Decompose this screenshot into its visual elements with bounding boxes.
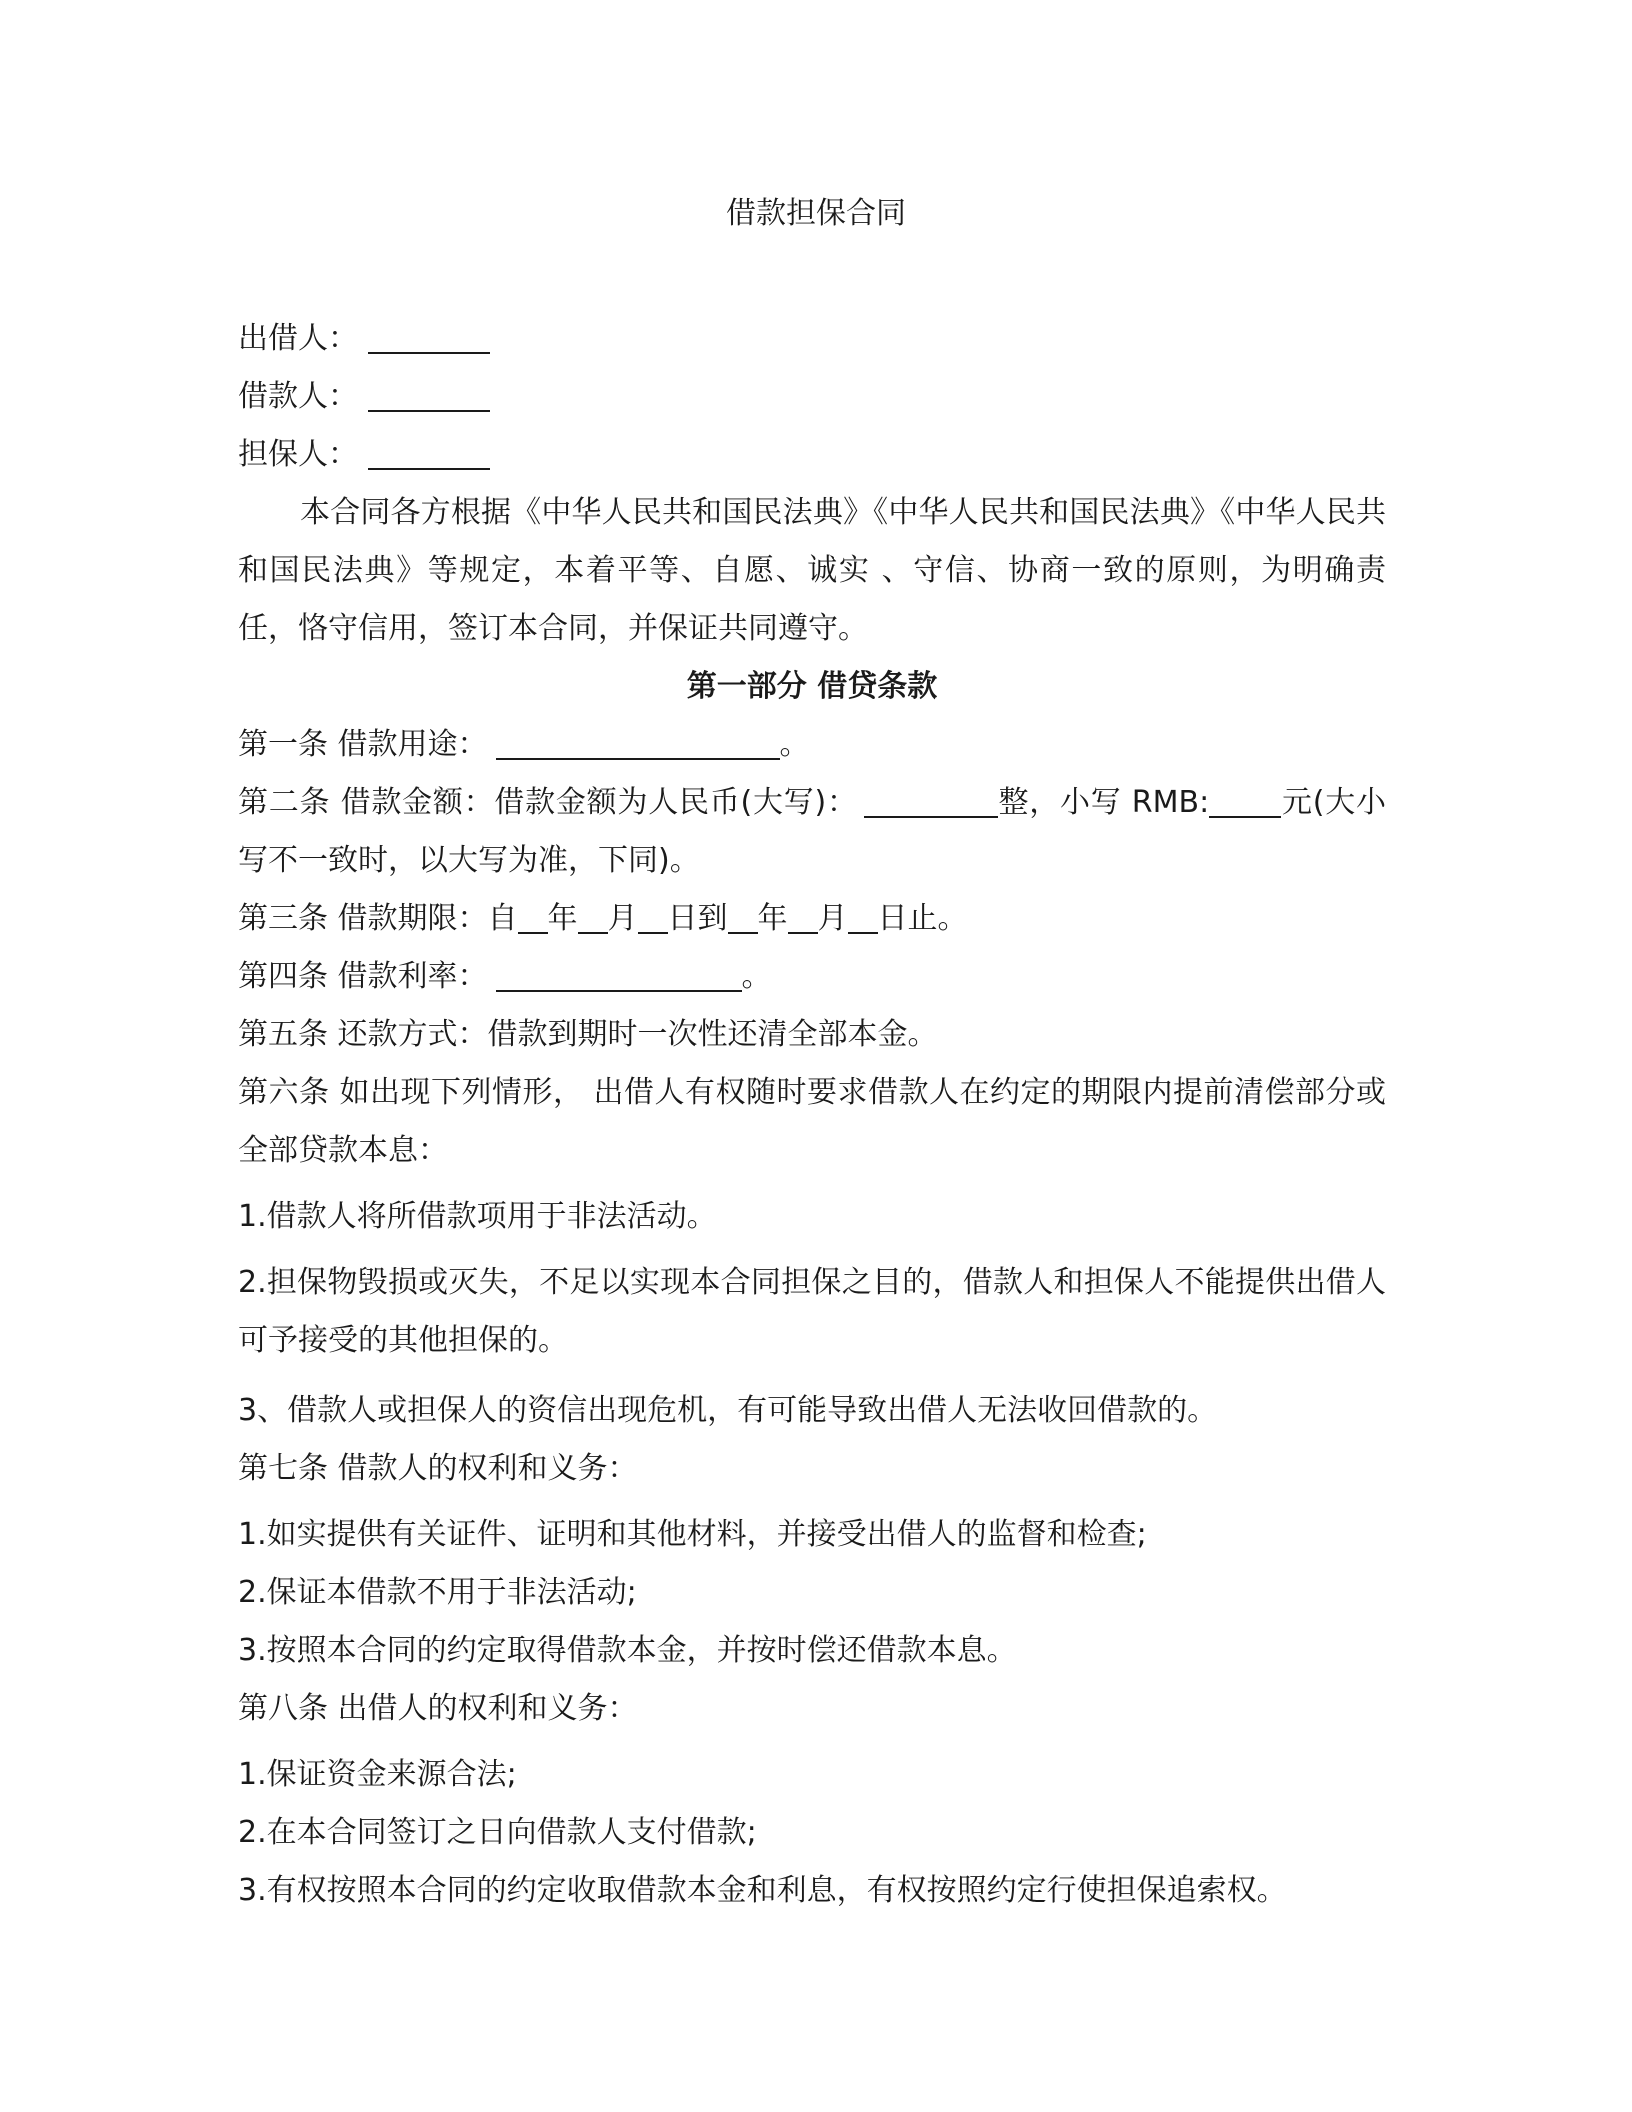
lender-label: 出借人： [238,321,358,356]
section-title: 第一部分 借贷条款 [686,669,938,704]
article-6-intro: 第六条 如出现下列情形， 出借人有权随时要求借款人在约定的期限内提前清偿部分或全部贷款本息： [238,1075,1386,1168]
month-label: 月 [607,901,638,936]
article-7-item: 3.按照本合同的约定取得借款本金，并按时偿还借款本息。 [238,1633,1017,1668]
article-3 [238,890,1386,948]
party-guarantor [238,426,1386,484]
amount-uppercase-blank [864,780,998,818]
document-body [238,310,1386,1920]
borrower-blank [368,374,490,412]
preamble-paragraph: 本合同各方根据《中华人民共和国民法典》《中华人民共和国民法典》《中华人民共和国民法典》等规定，本着平等、自愿、诚实 、守信、协商一致的原则，为明确责任，恪守信用，签订本合同，并保证共同遵守。 [238,495,1386,646]
end-day-blank [848,896,878,934]
article-7-item: 2.保证本借款不用于非法活动; [238,1575,637,1610]
article-4-end: 。 [741,959,772,994]
article-3-label: 第三条 借款期限：自 [238,901,518,936]
article-6-item: 2.担保物毁损或灭失，不足以实现本合同担保之目的，借款人和担保人不能提供出借人可予接受的其他担保的。 [238,1265,1386,1358]
document-title: 借款担保合同 [726,196,906,231]
day-to-label: 日到 [667,901,728,936]
article-2-yuan: 元(大小写不一致时，以大写为准，下同)。 [238,785,1386,878]
start-day-blank [638,896,668,934]
start-year-blank [518,896,548,934]
rate-blank [496,954,742,992]
purpose-blank [496,722,780,760]
article-8-intro: 第八条 出借人的权利和义务： [238,1691,638,1726]
month-label: 月 [817,901,848,936]
article-2-zheng: 整，小写 RMB: [997,785,1210,820]
end-month-blank [788,896,818,934]
party-lender [238,310,1386,368]
party-borrower [238,368,1386,426]
article-4-label: 第四条 借款利率： [238,959,488,994]
amount-rmb-blank [1209,780,1281,818]
article-6-item: 3、借款人或担保人的资信出现危机，有可能导致出借人无法收回借款的。 [238,1393,1218,1428]
borrower-label: 借款人： [238,379,358,414]
guarantor-blank [368,432,490,470]
article-2-label: 第二条 借款金额：借款金额为人民币(大写)： [238,785,858,820]
article-8-item: 3.有权按照本合同的约定收取借款本金和利息，有权按照约定行使担保追索权。 [238,1873,1287,1908]
day-end-label: 日止。 [877,901,968,936]
start-month-blank [578,896,608,934]
guarantor-label: 担保人： [238,437,358,472]
article-7-item: 1.如实提供有关证件、证明和其他材料，并接受出借人的监督和检查; [238,1517,1147,1552]
article-7-intro: 第七条 借款人的权利和义务： [238,1451,638,1486]
article-6-item: 1.借款人将所借款项用于非法活动。 [238,1199,717,1234]
end-year-blank [728,896,758,934]
year-label: 年 [547,901,578,936]
lender-blank [368,316,490,354]
article-1-end: 。 [779,727,810,762]
article-2 [238,774,1386,890]
article-8-item: 1.保证资金来源合法; [238,1757,517,1792]
article-1 [238,716,1386,774]
article-5: 第五条 还款方式：借款到期时一次性还清全部本金。 [238,1017,938,1052]
article-1-label: 第一条 借款用途： [238,727,488,762]
article-8-item: 2.在本合同签订之日向借款人支付借款; [238,1815,757,1850]
article-4 [238,948,1386,1006]
year-label: 年 [757,901,788,936]
